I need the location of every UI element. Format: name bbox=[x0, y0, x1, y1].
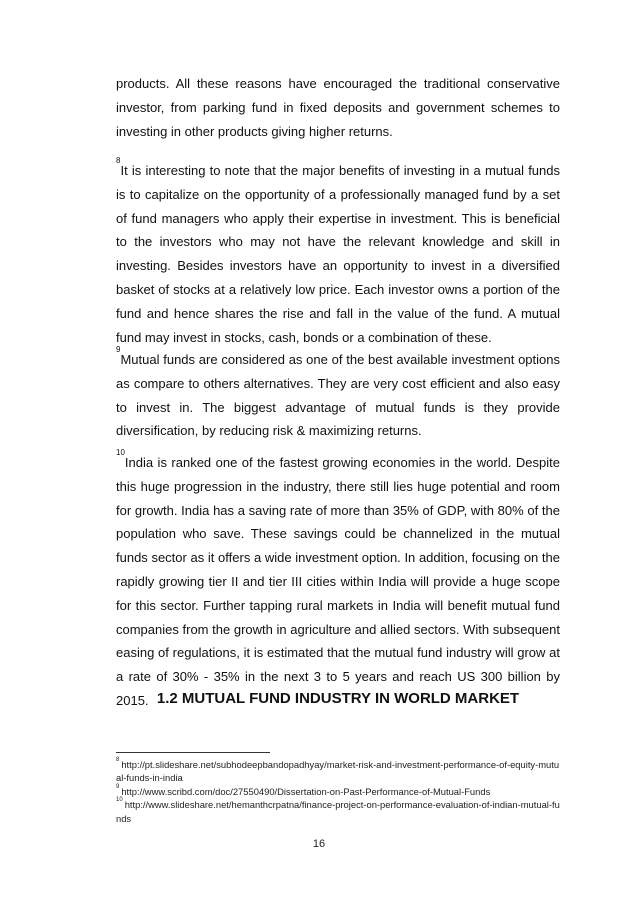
paragraph-text: India is ranked one of the fastest growing economies in the world. Despite this huge progression in the industry, there still lies huge potential and room for growth. India has a saving rate of more than 35% of GDP, with 80% of the population who save. These savings could be channelized in the mutual funds sector as it offers a wide investment option. In addition, focusing on the rapidly growing tier II and tier III cities within India will provide a huge scope for this sector. Further tapping rural markets in India will benefit mutual fund companies from the growth in agriculture and allied sectors. With subsequent easing of regulations, it is estimated that the mutual fund industry will grow at a rate of 30% - 35% in the next 3 to 5 years and reach US 300 billion by 2015. bbox=[116, 455, 560, 708]
footnote-marker: 8 bbox=[116, 757, 120, 763]
paragraph-text: It is interesting to note that the major benefits of investing in a mutual funds is to capitalize on the opportunity of a professionally managed fund by a set of fund managers who apply their expertise in investment. This is beneficial to the investors who may not have the relevant knowledge and skill in investing. Besides investors have an opportunity to invest in a diversified basket of stocks at a relatively low price. Each investor owns a portion of the fund and hence shares the rise and fall in the value of the fund. A mutual fund may invest in stocks, cash, bonds or a combination of these. bbox=[116, 163, 560, 345]
footnotes bbox=[116, 758, 560, 825]
paragraph-investment-options bbox=[116, 345, 560, 443]
footnote-10 bbox=[116, 798, 560, 825]
footnote-reference-8[interactable]: 8 bbox=[116, 156, 121, 165]
section-heading: 1.2 MUTUAL FUND INDUSTRY IN WORLD MARKET bbox=[156, 690, 520, 707]
paragraph-continued bbox=[116, 72, 560, 143]
footnote-marker: 9 bbox=[116, 783, 120, 790]
footnote-link[interactable]: http://www.scribd.com/doc/27550490/Dissertation-on-Past-Performance-of-Mutual-Funds bbox=[121, 785, 491, 797]
footnote-separator bbox=[116, 752, 270, 753]
paragraph-text: Mutual funds are considered as one of the best available investment options as compare to others alternatives. They are very cost efficient and also easy to invest in. The biggest advantage of mutual funds is they provide diversification, by reducing risk & maximizing returns. bbox=[116, 352, 560, 439]
page-number: 16 bbox=[312, 838, 326, 850]
footnote-8 bbox=[116, 758, 560, 785]
paragraph-mutual-fund-benefits bbox=[116, 156, 560, 349]
footnote-reference-10[interactable]: 10 bbox=[116, 448, 125, 457]
footnote-9 bbox=[116, 785, 560, 798]
paragraph-india-growth bbox=[116, 448, 560, 713]
footnote-link[interactable]: http://www.slideshare.net/hemanthcrpatna/finance-project-on-performance-evaluation-of-indian-mutual-funds bbox=[116, 799, 560, 824]
paragraph-text: products. All these reasons have encouraged the traditional conservative investor, from parking fund in fixed deposits and government schemes to investing in other products giving higher returns. bbox=[116, 76, 560, 139]
footnote-link[interactable]: http://pt.slideshare.net/subhodeepbandopadhyay/market-risk-and-investment-performance-of-equity-mutual-funds-in-india bbox=[116, 759, 560, 784]
footnote-marker: 10 bbox=[116, 797, 123, 804]
footnote-reference-9[interactable]: 9 bbox=[116, 345, 121, 354]
